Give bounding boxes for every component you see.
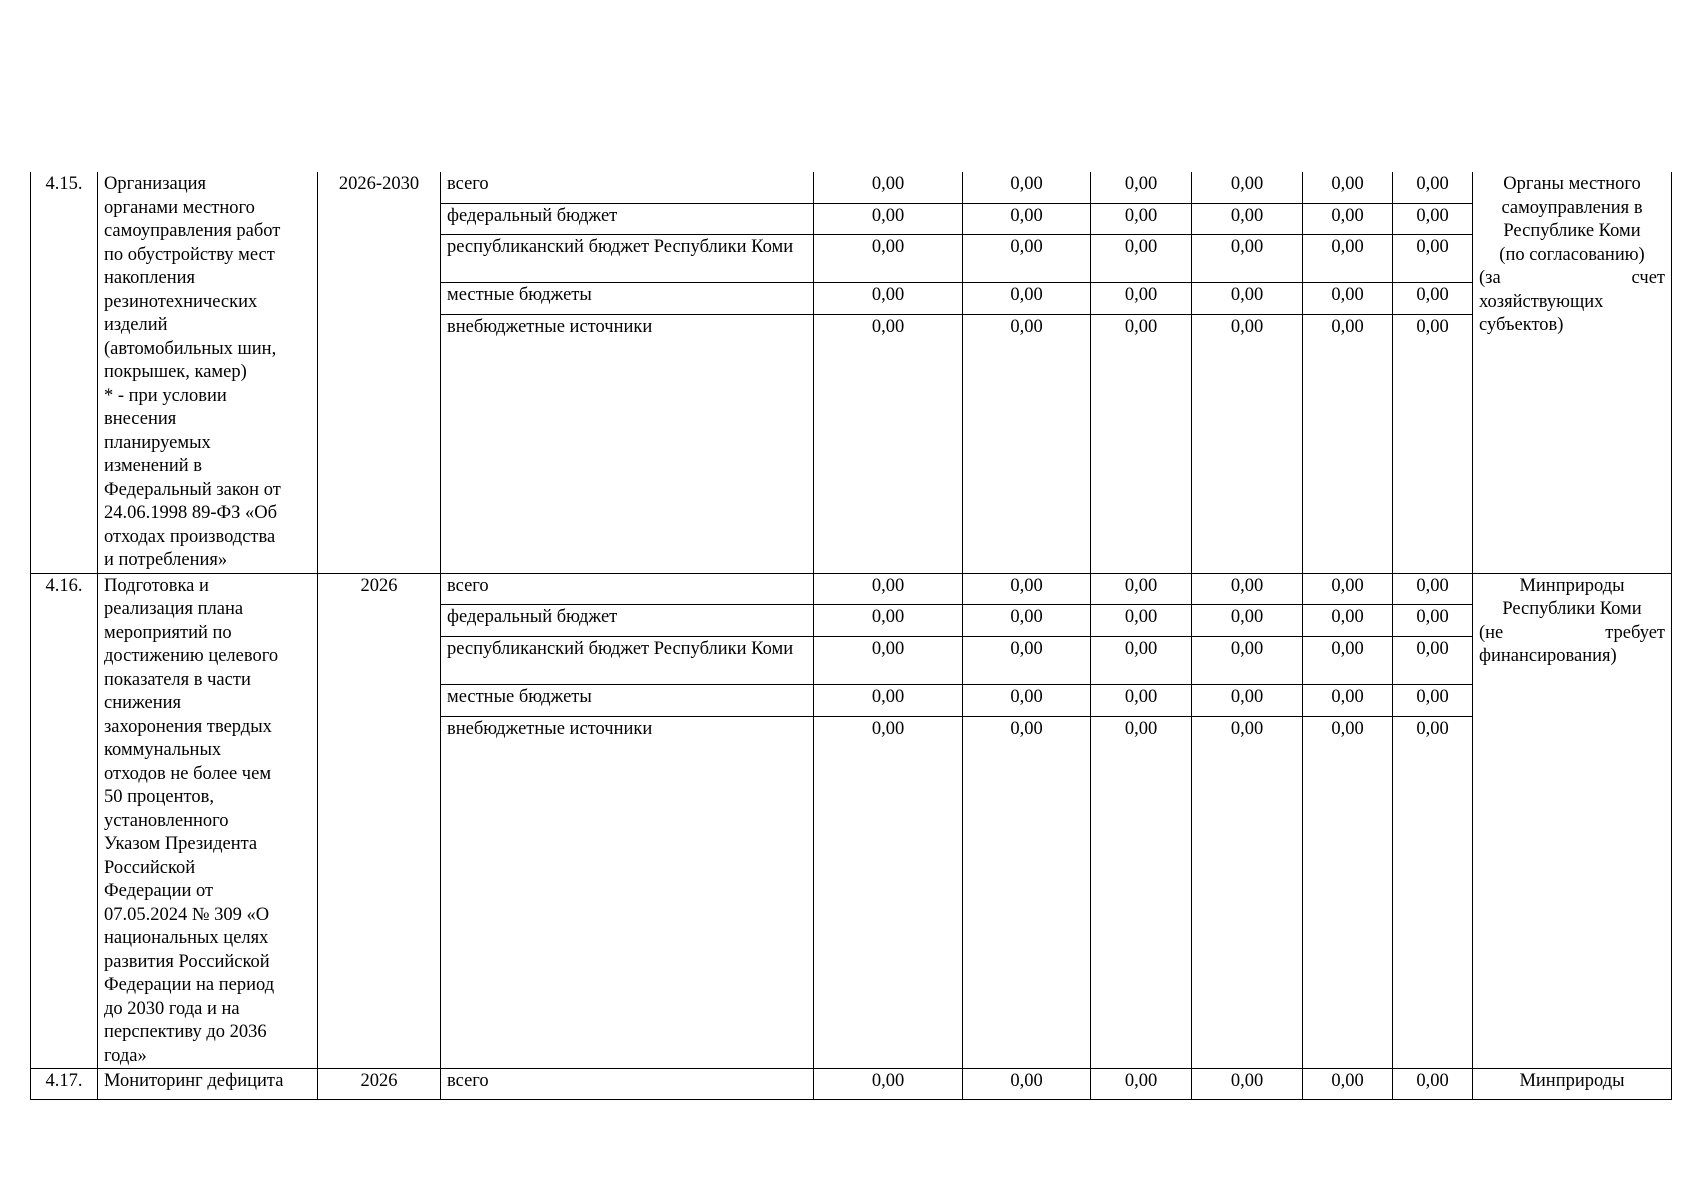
activity-name — [98, 172, 318, 573]
funding-value-year-3: 0,00 — [1091, 283, 1192, 314]
funding-value-year-4: 0,00 — [1192, 637, 1303, 685]
funding-value-year-5: 0,00 — [1303, 172, 1393, 203]
activity-name-line: * - при условии — [104, 385, 227, 406]
activity-name-line: установленного — [104, 810, 229, 831]
responsible-executor — [1473, 573, 1672, 1069]
funding-value-year-2: 0,00 — [963, 235, 1091, 283]
implementation-period: 2026 — [318, 1069, 441, 1100]
activity-name-line: накопления — [104, 268, 196, 288]
program-activities-table — [30, 172, 1672, 1100]
funding-value-year-5: 0,00 — [1303, 283, 1393, 314]
funding-value-year-2: 0,00 — [963, 172, 1091, 203]
funding-value-year-6: 0,00 — [1393, 283, 1473, 314]
funding-value-year-4: 0,00 — [1192, 314, 1303, 573]
activity-name-line: показателя в части — [104, 669, 251, 690]
activity-name-line: коммунальных — [104, 740, 222, 760]
executor-line: финансирования) — [1479, 646, 1617, 666]
funding-value-year-2: 0,00 — [963, 203, 1091, 234]
activity-name-line: года» — [104, 1045, 147, 1066]
funding-value-year-5: 0,00 — [1303, 235, 1393, 283]
funding-value-year-2: 0,00 — [963, 573, 1091, 605]
funding-value-year-5: 0,00 — [1303, 605, 1393, 637]
funding-value-year-1: 0,00 — [814, 717, 963, 1069]
activity-name-line: (автомобильных шин, — [104, 338, 277, 359]
funding-value-year-3: 0,00 — [1091, 314, 1192, 573]
executor-line: Органы местного — [1503, 174, 1641, 194]
activity-name-line: перспективу до 2036 — [104, 1022, 267, 1042]
executor-line: (не требует — [1479, 622, 1665, 643]
funding-source: федеральный бюджет — [441, 203, 814, 234]
activity-name-line: национальных целях — [104, 928, 269, 948]
funding-value-year-5: 0,00 — [1303, 717, 1393, 1069]
funding-value-year-2: 0,00 — [963, 605, 1091, 637]
activity-name-line: достижению целевого — [104, 646, 279, 666]
funding-value-year-3: 0,00 — [1091, 235, 1192, 283]
funding-value-year-5: 0,00 — [1303, 203, 1393, 234]
funding-value-year-1: 0,00 — [814, 283, 963, 314]
funding-value-year-4: 0,00 — [1192, 573, 1303, 605]
executor-line: Минприроды — [1519, 1071, 1625, 1091]
funding-value-year-1: 0,00 — [814, 605, 963, 637]
funding-value-year-3: 0,00 — [1091, 1069, 1192, 1100]
funding-value-year-5: 0,00 — [1303, 1069, 1393, 1100]
funding-value-year-1: 0,00 — [814, 573, 963, 605]
activity-name-line: изменений в — [104, 456, 203, 476]
implementation-period: 2026 — [318, 573, 441, 1069]
funding-value-year-6: 0,00 — [1393, 637, 1473, 685]
funding-value-year-1: 0,00 — [814, 235, 963, 283]
executor-line: Республике Коми — [1503, 221, 1641, 241]
activity-name-line: отходах производства — [104, 526, 276, 547]
executor-line: (за счет — [1479, 268, 1665, 288]
activity-name — [98, 1069, 318, 1100]
funding-value-year-5: 0,00 — [1303, 637, 1393, 685]
activity-name-line: отходов не более чем — [104, 763, 272, 784]
table-row — [31, 172, 1672, 203]
funding-value-year-6: 0,00 — [1393, 235, 1473, 283]
funding-source: внебюджетные источники — [441, 314, 814, 573]
executor-line: (по согласованию) — [1499, 244, 1645, 265]
funding-source: всего — [441, 573, 814, 605]
funding-value-year-1: 0,00 — [814, 314, 963, 573]
activity-name-line: Федерации от — [104, 881, 214, 901]
activity-number: 4.17. — [31, 1069, 98, 1100]
funding-value-year-1: 0,00 — [814, 1069, 963, 1100]
funding-value-year-1: 0,00 — [814, 637, 963, 685]
funding-value-year-5: 0,00 — [1303, 685, 1393, 717]
activity-name-line: 07.05.2024 № 309 «О — [104, 904, 270, 925]
funding-value-year-4: 0,00 — [1192, 203, 1303, 234]
executor-line: хозяйствующих — [1479, 291, 1604, 312]
funding-value-year-3: 0,00 — [1091, 203, 1192, 234]
funding-value-year-6: 0,00 — [1393, 717, 1473, 1069]
activity-name-line: мероприятий по — [104, 622, 232, 643]
funding-source: всего — [441, 1069, 814, 1100]
funding-value-year-4: 0,00 — [1192, 172, 1303, 203]
executor-line: Республики Коми — [1502, 599, 1642, 619]
activity-name-line: внесения — [104, 409, 177, 429]
activity-name-line: Российской — [104, 857, 196, 878]
funding-value-year-4: 0,00 — [1192, 605, 1303, 637]
funding-source: местные бюджеты — [441, 685, 814, 717]
funding-value-year-6: 0,00 — [1393, 605, 1473, 637]
funding-value-year-6: 0,00 — [1393, 203, 1473, 234]
funding-value-year-3: 0,00 — [1091, 573, 1192, 605]
funding-value-year-2: 0,00 — [963, 314, 1091, 573]
table-row — [31, 573, 1672, 605]
executor-line: субъектов) — [1479, 315, 1564, 335]
funding-source: внебюджетные источники — [441, 717, 814, 1069]
funding-value-year-2: 0,00 — [963, 717, 1091, 1069]
activity-name-line: захоронения твердых — [104, 716, 272, 737]
funding-value-year-3: 0,00 — [1091, 605, 1192, 637]
activity-name-line: развития Российской — [104, 951, 270, 972]
table-row — [31, 1069, 1672, 1100]
activity-name-line: планируемых — [104, 432, 211, 453]
activity-name-line: Федерации на период — [104, 975, 275, 995]
funding-value-year-1: 0,00 — [814, 685, 963, 717]
activity-name-line: 24.06.1998 89-ФЗ «Об — [104, 503, 278, 523]
funding-value-year-6: 0,00 — [1393, 573, 1473, 605]
funding-value-year-2: 0,00 — [963, 637, 1091, 685]
funding-source: федеральный бюджет — [441, 605, 814, 637]
responsible-executor — [1473, 172, 1672, 573]
activity-name-line: Подготовка и — [104, 575, 209, 596]
funding-value-year-1: 0,00 — [814, 203, 963, 234]
activity-name-line: самоуправления работ — [104, 221, 281, 241]
funding-value-year-4: 0,00 — [1192, 685, 1303, 717]
funding-value-year-4: 0,00 — [1192, 235, 1303, 283]
activity-name-line: до 2030 года и на — [104, 998, 240, 1019]
table-body — [31, 172, 1672, 1100]
funding-value-year-5: 0,00 — [1303, 573, 1393, 605]
funding-value-year-3: 0,00 — [1091, 717, 1192, 1069]
activity-name-line: органами местного — [104, 197, 255, 218]
activity-name-line: реализация плана — [104, 599, 244, 619]
funding-value-year-2: 0,00 — [963, 1069, 1091, 1100]
activity-name-line: Указом Президента — [104, 834, 258, 854]
activity-name-line: Федеральный закон от — [104, 479, 281, 500]
activity-name-line: и потребления» — [104, 550, 228, 570]
funding-value-year-6: 0,00 — [1393, 1069, 1473, 1100]
funding-value-year-4: 0,00 — [1192, 1069, 1303, 1100]
activity-name-line: 50 процентов, — [104, 787, 214, 807]
funding-value-year-6: 0,00 — [1393, 685, 1473, 717]
funding-source: республиканский бюджет Республики Коми — [441, 235, 814, 283]
funding-value-year-4: 0,00 — [1192, 717, 1303, 1069]
funding-value-year-6: 0,00 — [1393, 172, 1473, 203]
funding-source: республиканский бюджет Республики Коми — [441, 637, 814, 685]
funding-source: всего — [441, 172, 814, 203]
activity-name-line: Мониторинг дефицита — [104, 1071, 284, 1091]
funding-value-year-3: 0,00 — [1091, 172, 1192, 203]
activity-name-line: по обустройству мест — [104, 244, 275, 265]
funding-source: местные бюджеты — [441, 283, 814, 314]
responsible-executor — [1473, 1069, 1672, 1100]
funding-value-year-4: 0,00 — [1192, 283, 1303, 314]
implementation-period: 2026-2030 — [318, 172, 441, 573]
activity-number: 4.16. — [31, 573, 98, 1069]
executor-line: самоуправления в — [1501, 197, 1643, 218]
executor-line: Минприроды — [1519, 575, 1625, 596]
activity-name — [98, 573, 318, 1069]
activity-name-line: снижения — [104, 693, 182, 713]
funding-value-year-6: 0,00 — [1393, 314, 1473, 573]
funding-value-year-5: 0,00 — [1303, 314, 1393, 573]
funding-value-year-2: 0,00 — [963, 283, 1091, 314]
funding-value-year-3: 0,00 — [1091, 637, 1192, 685]
funding-value-year-1: 0,00 — [814, 172, 963, 203]
activity-number: 4.15. — [31, 172, 98, 573]
funding-value-year-2: 0,00 — [963, 685, 1091, 717]
activity-name-line: покрышек, камер) — [104, 362, 247, 382]
activity-name-line: изделий — [104, 315, 168, 335]
activity-name-line: Организация — [104, 174, 207, 194]
activity-name-line: резинотехнических — [104, 291, 258, 312]
funding-value-year-3: 0,00 — [1091, 685, 1192, 717]
